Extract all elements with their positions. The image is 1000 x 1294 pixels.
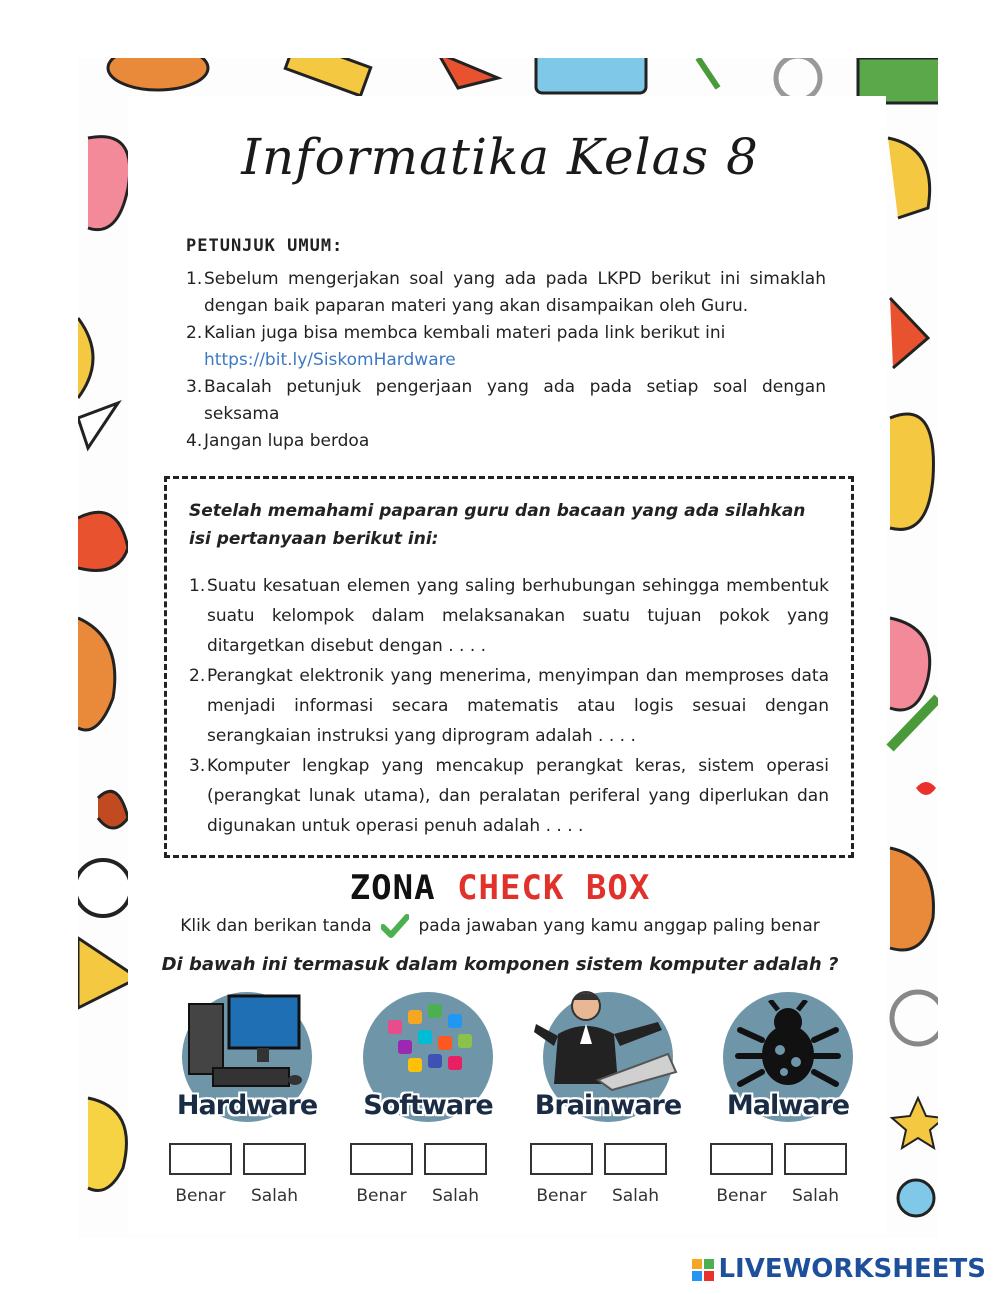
list-item: 3. Bacalah petunjuk pengerjaan yang ada pada setiap soal dengan seksama [186,377,826,424]
salah-checkbox-software[interactable] [424,1143,487,1175]
benar-checkbox-hardware[interactable] [169,1143,232,1175]
benar-checkbox-malware[interactable] [710,1143,773,1175]
liveworksheets-logo: LIVEWORKSHEETS [692,1254,986,1284]
option-software: Software Benar Salah [338,990,518,1215]
list-item: 3. Komputer lengkap yang mencakup perangkat keras, sistem operasi (perangkat lunak utama), dan peralatan periferal yang diperlukan dan digunakan untuk operasi penuh adalah . . . . [189,756,829,836]
benar-checkbox-brainware[interactable] [530,1143,593,1175]
materi-link[interactable]: https://bit.ly/SiskomHardware [204,350,456,370]
option-malware: Malware Benar Salah [698,990,878,1215]
list-item: 1. Suatu kesatuan elemen yang saling berhubungan sehingga membentuk suatu kelompok dalam melaksanakan suatu tujuan pokok yang ditargetkan disebut dengan . . . . [189,576,829,656]
option-hardware: Hardware Benar Salah [157,990,337,1215]
checkmark-icon [381,914,409,938]
user-person-icon [528,984,688,1096]
list-item: 2. Kalian juga bisa membca kembali materi pada link berikut ini https://bit.ly/SiskomHardware [186,323,726,370]
questions-list [189,571,829,841]
option-brainware: Brainware Benar Salah [518,990,698,1215]
questions-box [164,476,854,858]
computer-icon [177,990,317,1100]
salah-checkbox-malware[interactable] [784,1143,847,1175]
salah-checkbox-hardware[interactable] [243,1143,306,1175]
list-item: 1. Sebelum mengerjakan soal yang ada pada LKPD berikut ini simaklah dengan baik paparan materi yang akan disampaikan oleh Guru. [186,269,826,316]
general-instructions-heading: PETUNJUK UMUM: [186,236,344,256]
general-instructions-list [186,266,826,455]
zona-check-box-title: ZONA CHECK BOX [349,868,651,908]
checkbox-question: Di bawah ini termasuk dalam komponen sistem komputer adalah ? [161,954,839,975]
bug-icon [728,1000,848,1095]
questions-heading: Setelah memahami paparan guru dan bacaan yang ada silahkan isi pertanyaan berikut ini: [189,501,806,549]
salah-checkbox-brainware[interactable] [604,1143,667,1175]
page-title: Informatika Kelas 8 [241,128,759,186]
apps-cloud-icon [358,990,498,1100]
checkbox-instruction: Klik dan berikan tanda pada jawaban yang kamu anggap paling benar [180,916,820,936]
liveworksheets-logo-icon [692,1259,714,1281]
list-item: 2. Perangkat elektronik yang menerima, menyimpan dan memproses data menjadi informasi secara matematis atau logis sesuai dengan serangkaian instruksi yang diprogram adalah . . . . [189,666,829,746]
benar-checkbox-software[interactable] [350,1143,413,1175]
list-item: 4. Jangan lupa berdoa [186,431,370,451]
